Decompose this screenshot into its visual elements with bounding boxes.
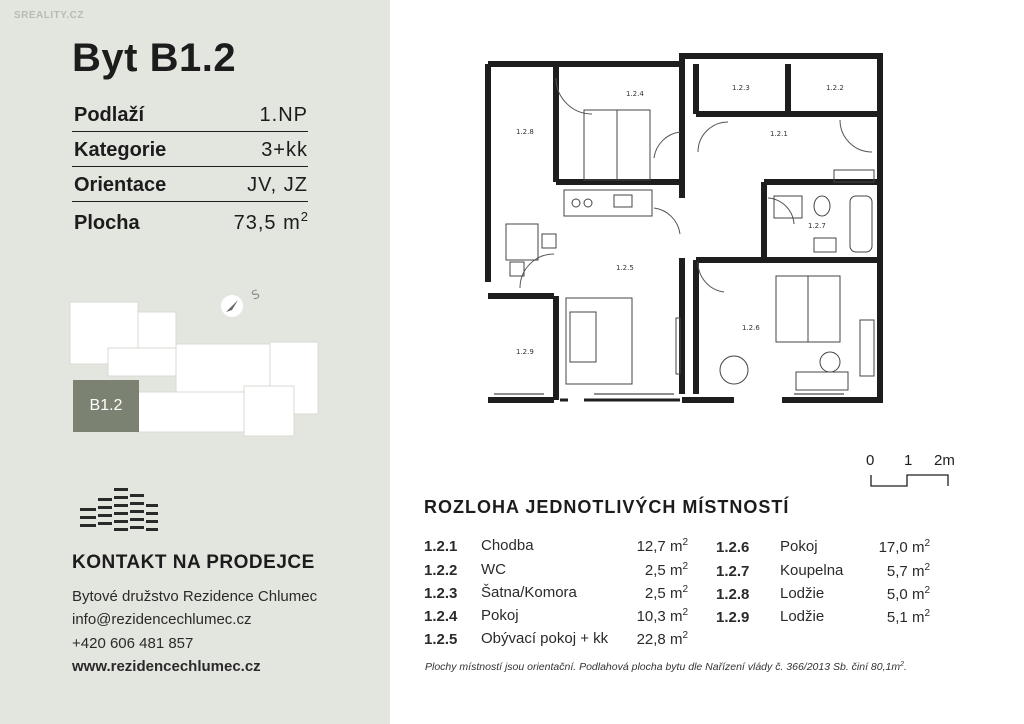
- contact-website[interactable]: www.rezidencechlumec.cz: [72, 658, 261, 675]
- param-value: JV, JZ: [247, 174, 308, 196]
- scale-label-1: 1: [904, 452, 913, 469]
- rooms-title: ROZLOHA JEDNOTLIVÝCH MÍSTNOSTÍ: [424, 497, 790, 517]
- plan-label-1-2-8: 1.2.8: [516, 128, 534, 136]
- room-row: 1.2.1 Chodba 12,7 $m^2$: [424, 537, 688, 555]
- contact-email[interactable]: info@rezidencechlumec.cz: [72, 611, 252, 628]
- unit-badge: B1.2: [73, 380, 139, 432]
- svg-text:S: S: [249, 286, 262, 303]
- floor-plan: [484, 48, 894, 420]
- room-row: 1.2.9 Lodžie 5,1 $m^2$: [716, 608, 930, 626]
- room-row: 1.2.6 Pokoj 17,0 $m^2$: [716, 538, 930, 556]
- plan-label-1-2-5: 1.2.5: [616, 264, 634, 272]
- param-key: Plocha: [74, 212, 140, 234]
- param-key: Orientace: [74, 174, 167, 196]
- room-row: 1.2.5 Obývací pokoj + kk 22,8 $m^2$: [424, 630, 688, 648]
- param-area: [72, 205, 308, 239]
- plan-label-1-2-3: 1.2.3: [732, 84, 750, 92]
- param-value: 1.NP: [259, 104, 308, 126]
- room-row: 1.2.7 Koupelna 5,7 $m^2$: [716, 562, 930, 580]
- north-arrow-icon: [221, 287, 262, 317]
- plan-label-1-2-4: 1.2.4: [626, 90, 644, 98]
- param-category: [72, 133, 308, 167]
- contact-title: KONTAKT NA PRODEJCE: [72, 552, 315, 573]
- room-row: 1.2.4 Pokoj 10,3 $m^2$: [424, 607, 688, 625]
- info-panel: [0, 0, 390, 724]
- contact-phone[interactable]: +420 606 481 857: [72, 635, 194, 652]
- developer-logo: [78, 486, 160, 536]
- room-row: 1.2.3 Šatna/Komora 2,5 $m^2$: [424, 584, 688, 602]
- room-row: 1.2.8 Lodžie 5,0 $m^2$: [716, 585, 930, 603]
- scale-label-0: 0: [866, 452, 875, 469]
- page-title: Byt B1.2: [72, 36, 237, 80]
- param-value: 73,5 $m^2$: [233, 209, 308, 234]
- plan-label-1-2-2: 1.2.2: [826, 84, 844, 92]
- param-value: 3+kk: [261, 139, 308, 161]
- footnote: Plochy místností jsou orientační. Podlahová plocha bytu dle Nařízení vlády č. 366/2013 Sb. činí $80,1m^2$.: [425, 661, 907, 673]
- scale-ruler-icon: [870, 474, 950, 488]
- furniture: [506, 110, 874, 390]
- scale-label-2: 2m: [934, 452, 955, 469]
- room-row: 1.2.2 WC 2,5 $m^2$: [424, 561, 688, 579]
- watermark: SREALITY.CZ: [14, 10, 84, 21]
- param-key: Kategorie: [74, 139, 167, 161]
- param-key: Podlaží: [74, 104, 145, 126]
- plan-label-1-2-9: 1.2.9: [516, 348, 534, 356]
- param-floor: [72, 98, 308, 132]
- param-orientation: [72, 168, 308, 202]
- plan-label-1-2-7: 1.2.7: [808, 222, 826, 230]
- scale-bar: [864, 452, 968, 492]
- contact-org: Bytové družstvo Rezidence Chlumec: [72, 588, 318, 605]
- plan-label-1-2-6: 1.2.6: [742, 324, 760, 332]
- plan-label-1-2-1: 1.2.1: [770, 130, 788, 138]
